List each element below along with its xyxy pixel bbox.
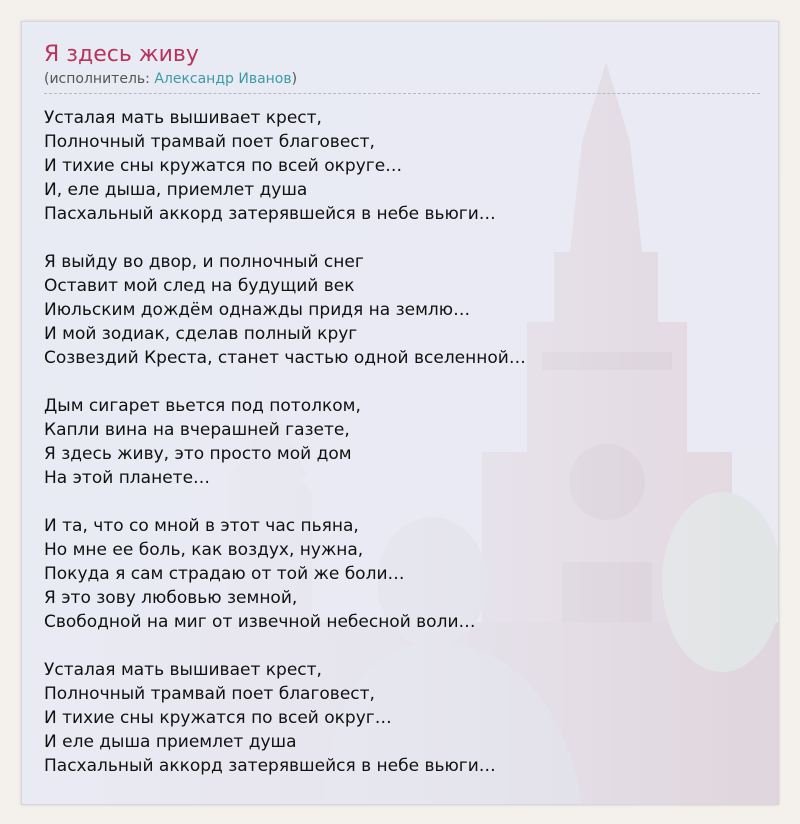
lyric-line: Капли вина на вчерашней газете, — [44, 420, 350, 440]
lyric-line: На этой планете… — [44, 468, 211, 488]
lyric-line: Полночный трамвай поет благовест, — [44, 684, 375, 704]
lyric-line: Усталая мать вышивает крест, — [44, 108, 322, 128]
lyric-line: Но мне ее боль, как воздух, нужна, — [44, 540, 364, 560]
lyrics-text — [44, 106, 760, 778]
lyric-line: Оставит мой след на будущий век — [44, 276, 355, 296]
lyric-line: Я выйду во двор, и полночный снег — [44, 252, 364, 272]
stanza — [44, 106, 760, 226]
stanza — [44, 658, 760, 778]
performer-line — [44, 70, 760, 88]
lyric-line: И та, что со мной в этот час пьяна, — [44, 516, 359, 536]
artist-link[interactable]: Александр Иванов — [154, 71, 292, 87]
dashed-divider — [44, 93, 760, 94]
lyric-line: Усталая мать вышивает крест, — [44, 660, 322, 680]
lyric-line: И тихие сны кружатся по всей округ… — [44, 708, 392, 728]
lyric-line: Июльским дождём однажды придя на землю… — [44, 300, 471, 320]
song-title: Я здесь живу — [44, 42, 199, 67]
lyric-line: Пасхальный аккорд затерявшейся в небе вьюги… — [44, 756, 496, 776]
stanza — [44, 250, 760, 370]
lyric-line: И мой зодиак, сделав полный круг — [44, 324, 358, 344]
lyric-line: Я это зову любовью земной, — [44, 588, 298, 608]
stanza — [44, 394, 760, 490]
lyric-line: Свободной на миг от извечной небесной воли… — [44, 612, 476, 632]
performer-suffix: ) — [291, 71, 298, 87]
lyric-line: Пасхальный аккорд затерявшейся в небе вьюги… — [44, 204, 496, 224]
lyric-line: И, еле дыша, приемлет душа — [44, 180, 308, 200]
lyric-line: И тихие сны кружатся по всей округе… — [44, 156, 403, 176]
lyric-line: Полночный трамвай поет благовест, — [44, 132, 375, 152]
stanza — [44, 514, 760, 634]
lyric-line: Дым сигарет вьется под потолком, — [44, 396, 361, 416]
performer-prefix: (исполнитель: — [44, 71, 155, 87]
lyrics-card — [21, 21, 779, 805]
song-content — [44, 40, 760, 802]
lyric-line: Покуда я сам страдаю от той же боли… — [44, 564, 405, 584]
lyric-line: И еле дыша приемлет душа — [44, 732, 297, 752]
lyric-line: Созвездий Креста, станет частью одной вселенной… — [44, 348, 526, 368]
lyric-line: Я здесь живу, это просто мой дом — [44, 444, 352, 464]
